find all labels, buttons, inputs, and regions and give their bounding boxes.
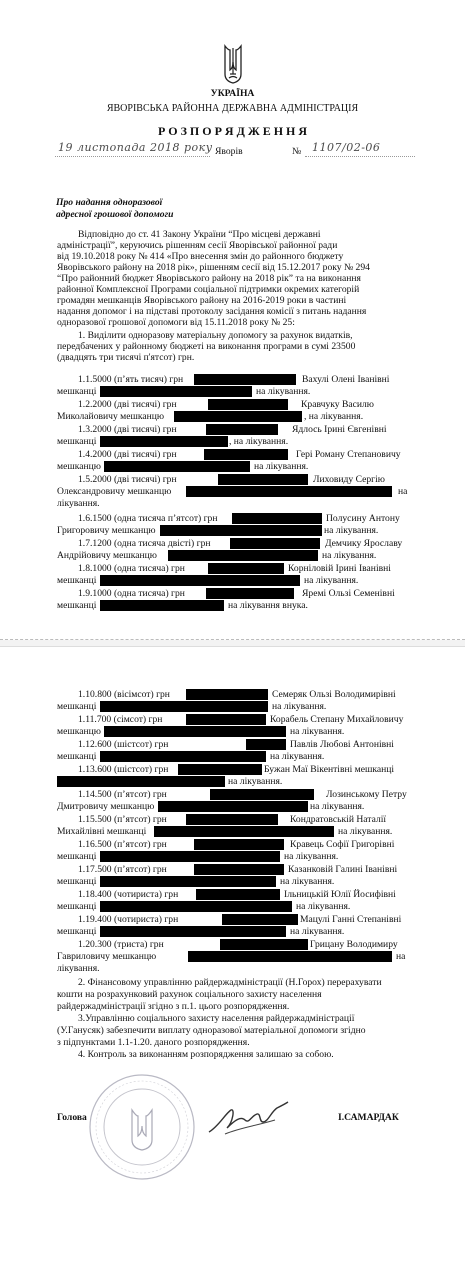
- redaction-bar: [186, 814, 278, 825]
- item-resident: мешканці: [57, 751, 97, 762]
- redaction-bar: [100, 701, 268, 712]
- redaction-bar: [168, 550, 318, 561]
- item-amount: 1.8.1000 (одна тисяча) грн: [78, 563, 185, 574]
- item-purpose: на лікування.: [338, 826, 393, 837]
- redaction-bar: [100, 851, 280, 862]
- redaction-bar: [210, 789, 314, 800]
- item-amount: 1.18.400 (чотириста) грн: [78, 889, 179, 900]
- item-amount: 1.11.700 (сімсот) грн: [78, 714, 163, 725]
- redaction-bar: [154, 826, 334, 837]
- redaction-bar: [186, 714, 266, 725]
- item-recipient: Корабель Степану Михайловичу: [270, 714, 404, 725]
- item-purpose: , на лікування.: [229, 436, 289, 447]
- item-recipient: Вахулі Олені Іванівні: [302, 374, 390, 385]
- preamble-line: надання допомог і на підставі протоколу засідання комісії з питань надання: [57, 306, 367, 317]
- paragraph-line: (У.Ганусяк) забезпечити виплату одноразової матеріальної допомоги згідно: [57, 1025, 366, 1036]
- item-recipient: Ядлось Ірині Євгенівні: [292, 424, 387, 435]
- item-recipient: Кравець Софії Григорівні: [290, 839, 395, 850]
- item-purpose: на лікування.: [296, 901, 351, 912]
- number-underline: [305, 156, 415, 157]
- redaction-bar: [220, 939, 308, 950]
- item-amount: 1.20.300 (триста) грн: [78, 939, 164, 950]
- item-purpose: на лікування.: [284, 851, 339, 862]
- item-purpose: на лікування.: [228, 776, 283, 787]
- number-sign: №: [292, 146, 302, 157]
- item-resident: мешканці: [57, 876, 97, 887]
- redaction-bar: [194, 864, 284, 875]
- item-resident: мешканці: [57, 600, 97, 611]
- paragraph-line: 3.Управлінню соціального захисту населення райдержадміністрації: [78, 1013, 355, 1024]
- item-purpose: на лікування внука.: [228, 600, 308, 611]
- item-purpose: на лікування.: [290, 726, 345, 737]
- redaction-bar: [218, 474, 308, 485]
- item-recipient: Кондратовській Наталії: [290, 814, 387, 825]
- item-recipient: Грицану Володимиру: [310, 939, 398, 950]
- item-amount: 1.9.1000 (одна тисяча) грн: [78, 588, 185, 599]
- redaction-bar: [100, 876, 276, 887]
- item-purpose: на лікування.: [290, 926, 345, 937]
- official-seal-stamp-icon: [87, 1072, 197, 1182]
- item-purpose: на лікування.: [324, 525, 379, 536]
- redaction-bar: [100, 575, 300, 586]
- item-amount: 1.16.500 (п’ятсот) грн: [78, 839, 167, 850]
- item-resident: мешканці: [57, 701, 97, 712]
- item-recipient: Корніловій Ірині Іванівні: [288, 563, 391, 574]
- item-recipient: Кравчуку Василю: [301, 399, 374, 410]
- document-type-title: Р О З П О Р Я Д Ж Е Н Н Я: [157, 124, 308, 138]
- item-recipient: Семеряк Ользі Володимирівні: [272, 689, 396, 700]
- item-amount: 1.7.1200 (одна тисяча двісті) грн: [78, 538, 211, 549]
- item-purpose: на лікування.: [254, 461, 309, 472]
- redaction-bar: [208, 399, 288, 410]
- item-purpose-continued: лікування.: [57, 498, 100, 509]
- item-recipient: Мацулі Ганні Степанівні: [300, 914, 402, 925]
- item-amount: 1.19.400 (чотириста) грн: [78, 914, 179, 925]
- item-recipient: Казанковій Галині Іванівні: [288, 864, 398, 875]
- item-purpose: , на лікування.: [304, 411, 364, 422]
- item-recipient: Гері Роману Степановичу: [296, 449, 401, 460]
- item-amount: 1.2.2000 (дві тисячі) грн: [78, 399, 177, 410]
- redaction-bar: [186, 689, 268, 700]
- redaction-bar: [186, 486, 392, 497]
- item-resident: мешканці: [57, 926, 97, 937]
- preamble-line: “Про районний бюджет Яворівського району на 2018 рік” та на виконання: [57, 273, 361, 284]
- preamble-line: громадян мешканців Яворівського району на 2016-2019 роки в частині: [57, 295, 347, 306]
- redaction-bar: [178, 764, 262, 775]
- item-amount: 1.13.600 (шістсот) грн: [78, 764, 169, 775]
- item-amount: 1.1.5000 (п’ять тисяч) грн: [78, 374, 184, 385]
- item-recipient: Павлів Любові Антонівні: [290, 739, 394, 750]
- preamble-line: одноразової грошової допомоги від 15.11.2018 року № 25:: [57, 317, 295, 328]
- paragraph-line: кошти на розрахунковий рахунок соціального захисту населення: [57, 989, 322, 1000]
- item-resident: Михайлівні мешканці: [57, 826, 147, 837]
- paragraph-line: з підпунктами 1.1-1.20. даного розпорядження.: [57, 1037, 250, 1048]
- redaction-bar: [232, 513, 322, 524]
- redaction-bar: [57, 776, 225, 787]
- paragraph-line: 2. Фінансовому управлінню райдержадміністрації (Н.Горох) перерахувати: [78, 977, 382, 988]
- item-recipient: Демчику Ярославу: [325, 538, 403, 549]
- redaction-bar: [222, 914, 298, 925]
- city-name: Яворів: [215, 146, 243, 157]
- redaction-bar: [174, 411, 302, 422]
- redaction-bar: [194, 839, 284, 850]
- intro-line: передбачених у районному бюджеті на виконання програми в сумі 23500: [57, 341, 356, 352]
- redaction-bar: [196, 889, 280, 900]
- redaction-bar: [104, 461, 250, 472]
- item-amount: 1.12.600 (шістсот) грн: [78, 739, 169, 750]
- authority-title: ЯВОРІВСЬКА РАЙОННА ДЕРЖАВНА АДМІНІСТРАЦІЯ: [106, 103, 359, 114]
- redaction-bar: [246, 739, 286, 750]
- item-purpose: на лікування.: [280, 876, 335, 887]
- item-recipient: Яремі Ользі Семенівні: [302, 588, 395, 599]
- signatory-position: Голова: [57, 1112, 87, 1123]
- paragraph-line: райдержадміністрації згідно з п.1. цього розпорядження.: [57, 1001, 290, 1012]
- item-amount: 1.14.500 (п’ятсот) грн: [78, 789, 167, 800]
- handwritten-number: 1107/02-06: [312, 141, 381, 154]
- handwritten-date: 19 листопада 2018 року: [58, 141, 213, 154]
- item-resident: мешканці: [57, 436, 97, 447]
- item-amount: 1.17.500 (п’ятсот) грн: [78, 864, 167, 875]
- item-purpose: на: [398, 486, 408, 497]
- redaction-bar: [160, 525, 322, 536]
- item-resident: мешканці: [57, 901, 97, 912]
- item-purpose-continued: лікування.: [57, 963, 100, 974]
- preamble-line: районної Комплексної Програми соціальної підтримки окремих категорій: [57, 284, 360, 295]
- item-amount: 1.15.500 (п’ятсот) грн: [78, 814, 167, 825]
- item-resident: мешканцю: [57, 461, 101, 472]
- signatory-name: І.САМАРДАК: [338, 1112, 399, 1123]
- redaction-bar: [100, 926, 286, 937]
- document-page-2: [0, 646, 465, 1281]
- item-resident: Андрійовичу мешканцю: [57, 550, 157, 561]
- item-resident: Миколайовичу мешканцю: [57, 411, 165, 422]
- item-amount: 1.3.2000 (дві тисячі) грн: [78, 424, 177, 435]
- redaction-bar: [100, 386, 252, 397]
- item-purpose: на лікування.: [256, 386, 311, 397]
- item-resident: мешканці: [57, 386, 97, 397]
- redaction-bar: [158, 801, 308, 812]
- trident-emblem-icon: [223, 44, 243, 84]
- intro-line: 1. Виділити одноразову матеріальну допомогу за рахунок видатків,: [78, 330, 353, 341]
- item-purpose: на лікування.: [304, 575, 359, 586]
- item-resident: Олександровичу мешканцю: [57, 486, 172, 497]
- item-resident: Григоровичу мешканцю: [57, 525, 156, 536]
- redaction-bar: [188, 951, 392, 962]
- subject-line-2: адресної грошової допомоги: [56, 209, 174, 220]
- redaction-bar: [100, 436, 228, 447]
- intro-line: (двадцять три тисячі п'ятсот) грн.: [57, 352, 195, 363]
- item-amount: 1.10.800 (вісімсот) грн: [78, 689, 170, 700]
- redaction-bar: [104, 726, 286, 737]
- item-amount: 1.6.1500 (одна тисяча п’ятсот) грн: [78, 513, 218, 524]
- redaction-bar: [206, 424, 278, 435]
- redaction-bar: [100, 901, 292, 912]
- redaction-bar: [100, 751, 266, 762]
- item-resident: Гавриловичу мешканцю: [57, 951, 157, 962]
- redaction-bar: [230, 538, 320, 549]
- paragraph-line: 4. Контроль за виконанням розпорядження залишаю за собою.: [78, 1049, 334, 1060]
- item-purpose: на лікування.: [310, 801, 365, 812]
- item-recipient: Лиховиду Сергію: [313, 474, 385, 485]
- item-resident: мешканці: [57, 575, 97, 586]
- item-purpose: на: [396, 951, 406, 962]
- preamble-line: Відповідно до ст. 41 Закону України “Про місцеві державні: [78, 229, 321, 240]
- item-purpose: на лікування.: [322, 550, 377, 561]
- redaction-bar: [208, 563, 284, 574]
- item-resident: мешканці: [57, 851, 97, 862]
- document-page-1: [0, 0, 465, 640]
- redaction-bar: [100, 600, 224, 611]
- redaction-bar: [194, 374, 296, 385]
- item-purpose: на лікування.: [272, 701, 327, 712]
- item-recipient: Бужан Маї Вікентівні мешканці: [264, 764, 395, 775]
- item-purpose: на лікування.: [270, 751, 325, 762]
- preamble-line: Яворівського району на 2018 рік», рішенням сесії від 15.12.2017 року № 294: [57, 262, 370, 273]
- handwritten-signature-icon: [205, 1098, 290, 1138]
- item-amount: 1.5.2000 (дві тисячі) грн: [78, 474, 177, 485]
- item-recipient: Лозинському Петру: [326, 789, 407, 800]
- item-recipient: Ільницькій Юлії Йосифівні: [284, 889, 396, 900]
- item-resident: мешканцю: [57, 726, 101, 737]
- item-amount: 1.4.2000 (дві тисячі) грн: [78, 449, 177, 460]
- item-resident: Дмитровичу мешканцю: [57, 801, 155, 812]
- preamble-line: адміністрації”, керуючись рішенням сесії Яворівської районної ради: [57, 240, 338, 251]
- subject-line-1: Про надання одноразової: [56, 197, 163, 208]
- country-title: УКРАЇНА: [210, 88, 255, 99]
- date-underline: [55, 156, 210, 157]
- preamble-line: від 19.10.2018 року № 414 «Про внесення змін до районного бюджету: [57, 251, 344, 262]
- redaction-bar: [206, 588, 294, 599]
- item-recipient: Полусину Антону: [326, 513, 400, 524]
- redaction-bar: [204, 449, 288, 460]
